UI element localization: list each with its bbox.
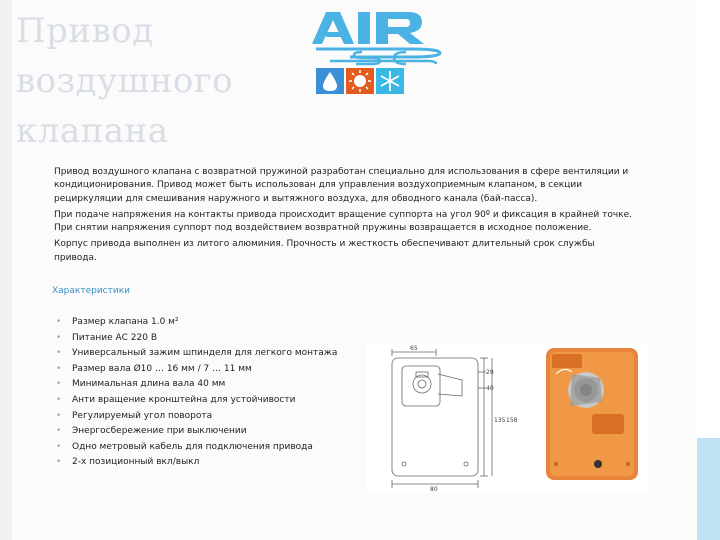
list-item-text: Минимальная длина вала 40 мм <box>72 379 226 390</box>
sun-icon <box>346 68 374 94</box>
list-item <box>56 455 356 471</box>
list-item-text: 2-х позиционный вкл/выкл <box>72 457 200 468</box>
list-item <box>56 362 356 378</box>
list-item-text: Регулируемый угол поворота <box>72 410 213 421</box>
description-paragraph: Корпус привода выполнен из литого алюминия. Прочность и жесткость обеспечивают длительный срок службы привода. <box>54 239 595 263</box>
list-item <box>56 315 356 331</box>
list-item-text: Одно метровый кабель для подключения привода <box>72 441 313 452</box>
actuator-drawing <box>366 344 648 492</box>
water-drop-icon <box>316 68 344 94</box>
list-item-text: Размер вала Ø10 … 16 мм / 7 … 11 мм <box>72 363 252 374</box>
bullet-icon: • <box>56 457 62 468</box>
characteristics-list <box>56 315 356 471</box>
dimension-label: 80 <box>430 486 438 492</box>
description-paragraph: При подаче напряжения на контакты привода происходит вращение суппорта на угол 90º и фиксация в крайней точке. При снятии напряжения суппорт под воздействием возвратной пружины возвращается в исходное положение. <box>54 209 633 234</box>
bullet-icon: • <box>56 426 62 437</box>
actuator-photo <box>546 348 638 480</box>
technical-drawing <box>392 349 492 488</box>
bullet-icon: • <box>56 410 62 421</box>
list-item <box>56 393 356 409</box>
bullet-icon: • <box>56 379 62 390</box>
section-title: Характеристики <box>52 286 131 296</box>
title-line: Привод <box>16 11 154 51</box>
bullet-icon: • <box>56 363 62 374</box>
list-item <box>56 377 356 393</box>
list-item-text: Анти вращение кронштейна для устойчивости <box>72 394 296 405</box>
description-paragraph: Привод воздушного клапана с возвратной пружиной разработан специально для использования в сфере вентиляции и кондиционирования. Привод может быть использован для управления воздухоприемным клапаном, в секции рециркуляции для смешивания наружного и вытяжного воздуха, для обводного канала (бай-пасса). <box>54 167 629 204</box>
air-wordmark <box>312 12 424 44</box>
snowflake-icon <box>376 68 404 94</box>
sc-swoosh <box>316 49 440 64</box>
list-item <box>56 346 356 362</box>
bullet-icon: • <box>56 332 62 343</box>
right-accent-block <box>697 438 720 540</box>
list-item-text: Энергосбережение при выключении <box>72 426 247 437</box>
title-line: клапана <box>16 111 169 151</box>
list-item-text: Питание АС 220 В <box>72 332 158 343</box>
left-edge-strip <box>0 0 12 540</box>
list-item-text: Размер клапана 1.0 м² <box>72 317 179 327</box>
bullet-icon: • <box>56 348 62 359</box>
dimension-label: 29 <box>486 369 494 376</box>
list-item <box>56 440 356 456</box>
dimension-label: 158 <box>506 417 518 424</box>
dimension-label: 40 <box>486 385 494 392</box>
list-item <box>56 409 356 425</box>
air-sc-logo <box>310 6 450 96</box>
bullet-icon: • <box>56 441 62 452</box>
slide-title <box>16 6 296 156</box>
bullet-icon: • <box>56 317 62 327</box>
list-item <box>56 331 356 347</box>
bullet-icon: • <box>56 394 62 405</box>
list-item <box>56 424 356 440</box>
list-item-text: Универсальный зажим шпинделя для легкого монтажа <box>72 348 338 359</box>
dimension-label: 65 <box>410 345 418 352</box>
dimension-label: 135 <box>494 417 506 424</box>
description-text <box>54 166 640 268</box>
title-line: воздушного <box>16 61 234 101</box>
